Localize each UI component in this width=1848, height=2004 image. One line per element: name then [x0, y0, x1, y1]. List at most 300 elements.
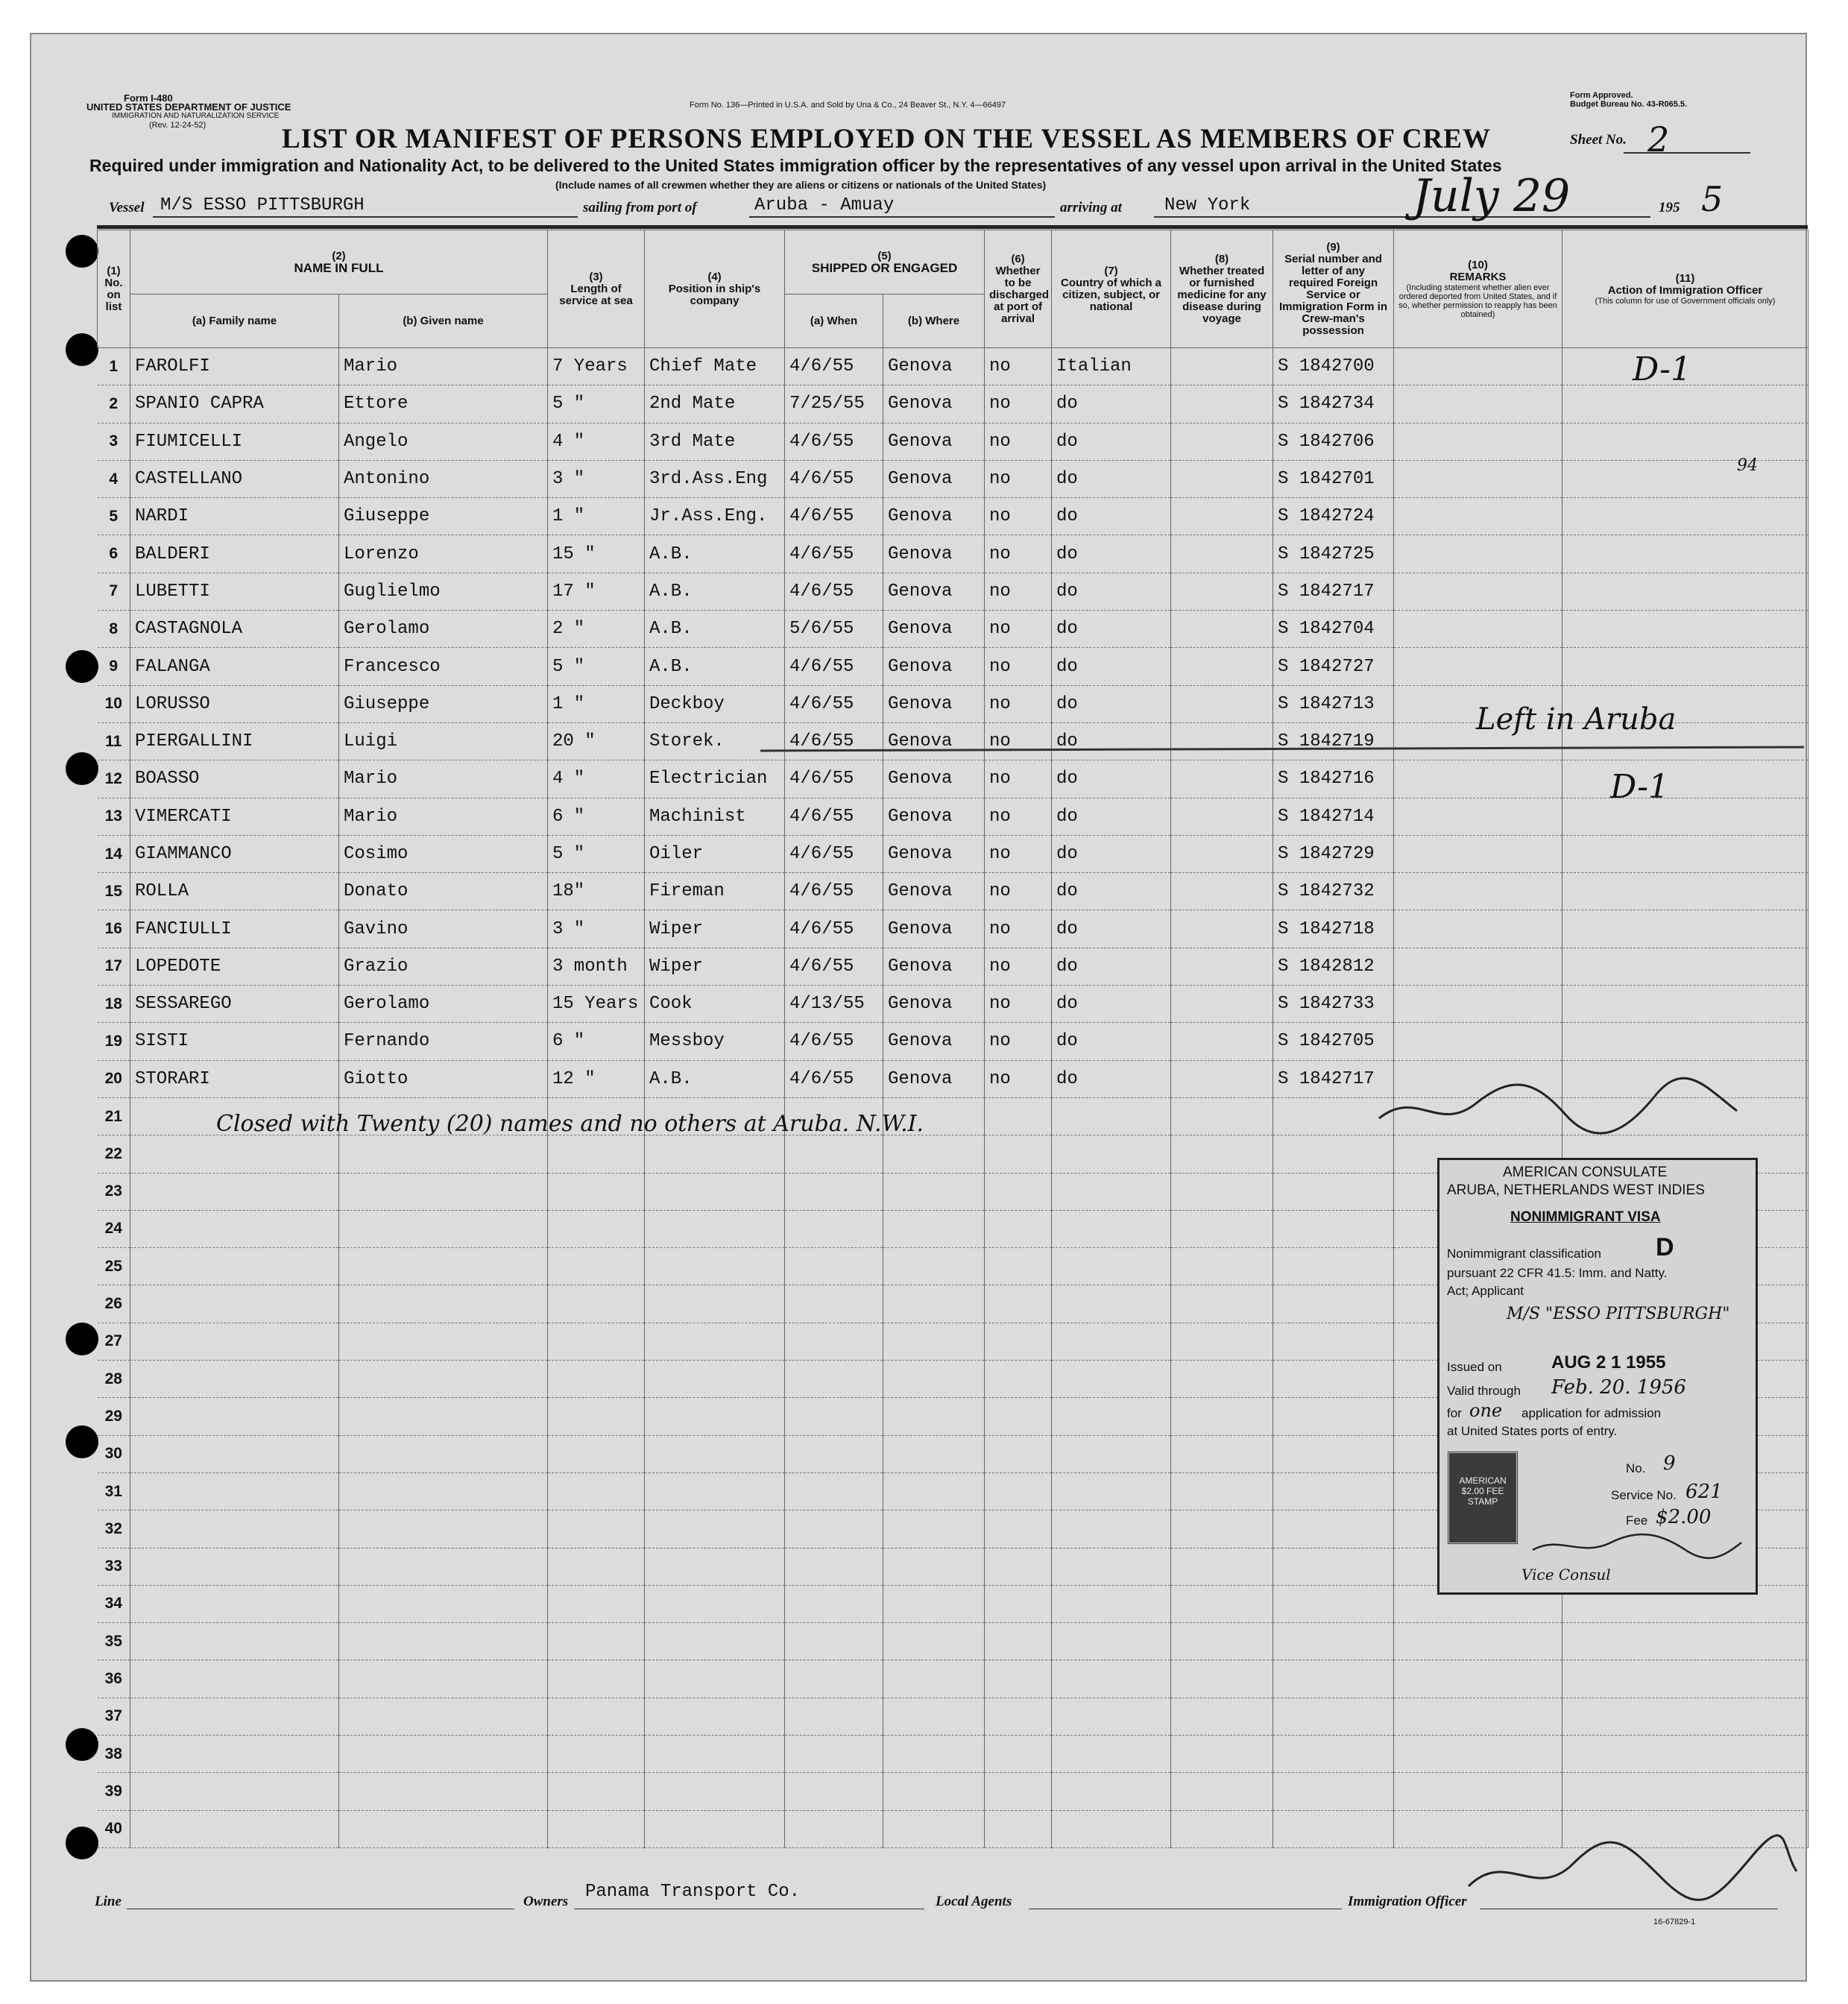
family-name-cell: VIMERCATI — [130, 798, 339, 835]
position-cell — [645, 1510, 785, 1548]
vessel-name: M/S ESSO PITTSBURGH — [160, 195, 365, 215]
when-cell — [785, 1548, 883, 1585]
serial-cell — [1273, 1435, 1394, 1472]
when-cell — [785, 1173, 883, 1210]
given-name-cell: Mario — [339, 760, 548, 798]
medicine-cell — [1171, 986, 1273, 1023]
binder-hole — [66, 1827, 98, 1859]
medicine-cell — [1171, 1472, 1273, 1510]
row-number: 14 — [98, 835, 130, 872]
row-number: 32 — [98, 1510, 130, 1548]
given-name-cell — [339, 1248, 548, 1285]
service-cell: 5 " — [548, 385, 645, 423]
service-cell: 5 " — [548, 835, 645, 872]
year-prefix: 195 — [1659, 200, 1680, 215]
col-service-header: (3) Length of service at sea — [548, 230, 645, 348]
where-cell: Genova — [883, 385, 985, 423]
position-cell: Chief Mate — [645, 348, 785, 385]
discharge-cell — [985, 1248, 1052, 1285]
service-cell — [548, 1623, 645, 1660]
row-number: 18 — [98, 986, 130, 1023]
when-cell — [785, 1248, 883, 1285]
where-cell: Genova — [883, 573, 985, 610]
country-cell: do — [1052, 835, 1171, 872]
signature-top — [1372, 1074, 1744, 1141]
discharge-cell: no — [985, 798, 1052, 835]
arrival-date: July 29 — [1413, 170, 1571, 222]
footer-form-code: 16-67829-1 — [1653, 1918, 1696, 1926]
given-name-cell — [339, 1548, 548, 1585]
sailing-underline — [749, 216, 1055, 218]
country-cell — [1052, 1285, 1171, 1323]
family-name-cell: CASTELLANO — [130, 460, 339, 497]
arriving-label: arriving at — [1060, 200, 1122, 215]
position-cell — [645, 1773, 785, 1810]
when-cell — [785, 1323, 883, 1360]
consul-signature — [1529, 1531, 1745, 1561]
where-cell — [883, 1510, 985, 1548]
stamp-for-value: one — [1469, 1400, 1503, 1421]
stamp-no-value: 9 — [1663, 1452, 1676, 1475]
sailing-label: sailing from port of — [583, 200, 697, 215]
where-cell — [883, 1773, 985, 1810]
table-row — [98, 760, 1808, 798]
when-cell: 4/6/55 — [785, 535, 883, 573]
binder-hole — [66, 752, 98, 785]
position-cell: Wiper — [645, 948, 785, 985]
discharge-cell — [985, 1548, 1052, 1585]
row-number: 13 — [98, 798, 130, 835]
closed-note: Closed with Twenty (20) names and no others at Aruba. N.W.I. — [216, 1111, 924, 1137]
position-cell: Storek. — [645, 722, 785, 760]
service-cell: 15 Years — [548, 986, 645, 1023]
where-cell: Genova — [883, 835, 985, 872]
serial-cell: S 1842727 — [1273, 648, 1394, 685]
serial-cell — [1273, 1398, 1394, 1435]
medicine-cell — [1171, 798, 1273, 835]
stamp-service-label: Service No. — [1611, 1488, 1677, 1502]
medicine-cell — [1171, 385, 1273, 423]
action-cell — [1562, 873, 1808, 910]
medicine-cell — [1171, 948, 1273, 985]
service-cell — [548, 1735, 645, 1772]
discharge-cell: no — [985, 423, 1052, 460]
row-number: 20 — [98, 1060, 130, 1097]
remarks-cell — [1394, 573, 1562, 610]
where-cell — [883, 1548, 985, 1585]
stamp-vessel: M/S "ESSO PITTSBURGH" — [1507, 1305, 1730, 1323]
family-name-cell: LOPEDOTE — [130, 948, 339, 985]
row-number: 30 — [98, 1435, 130, 1472]
given-name-cell — [339, 1472, 548, 1510]
family-name-cell: PIERGALLINI — [130, 722, 339, 760]
country-cell: do — [1052, 685, 1171, 722]
col-family-header: (a) Family name — [130, 294, 339, 348]
consulate-visa-stamp — [1437, 1158, 1758, 1595]
medicine-cell — [1171, 1135, 1273, 1173]
country-cell — [1052, 1623, 1171, 1660]
stamp-line3: NONIMMIGRANT VISA — [1510, 1209, 1661, 1225]
discharge-cell: no — [985, 648, 1052, 685]
row-number: 6 — [98, 535, 130, 573]
when-cell — [785, 1510, 883, 1548]
action-cell — [1562, 1698, 1808, 1735]
country-cell — [1052, 1810, 1171, 1847]
col-country-header: (7) Country of which a citizen, subject, or national — [1052, 230, 1171, 348]
given-name-cell: Grazio — [339, 948, 548, 985]
given-name-cell — [339, 1210, 548, 1247]
remarks-cell — [1394, 498, 1562, 535]
remarks-cell — [1394, 1660, 1562, 1698]
family-name-cell — [130, 1173, 339, 1210]
country-cell — [1052, 1173, 1171, 1210]
position-cell: Cook — [645, 986, 785, 1023]
service-cell — [548, 1173, 645, 1210]
when-cell — [785, 1361, 883, 1398]
discharge-cell — [985, 1585, 1052, 1622]
table-row — [98, 1623, 1808, 1660]
form-approved: Form Approved. — [1570, 91, 1633, 100]
position-cell — [645, 1735, 785, 1772]
row-number: 5 — [98, 498, 130, 535]
family-name-cell — [130, 1810, 339, 1847]
given-name-cell — [339, 1585, 548, 1622]
medicine-cell — [1171, 1323, 1273, 1360]
family-name-cell: SESSAREGO — [130, 986, 339, 1023]
service-cell: 5 " — [548, 648, 645, 685]
serial-cell: S 1842701 — [1273, 460, 1394, 497]
serial-cell — [1273, 1510, 1394, 1548]
row-number: 23 — [98, 1173, 130, 1210]
sheet-underline — [1624, 152, 1750, 154]
where-cell: Genova — [883, 611, 985, 648]
serial-cell: S 1842724 — [1273, 498, 1394, 535]
medicine-cell — [1171, 1435, 1273, 1472]
family-name-cell — [130, 1510, 339, 1548]
stamp-class-label: Nonimmigrant classification — [1447, 1247, 1601, 1261]
serial-cell: S 1842700 — [1273, 348, 1394, 385]
row-number: 40 — [98, 1810, 130, 1847]
binder-hole — [66, 333, 98, 366]
medicine-cell — [1171, 460, 1273, 497]
given-name-cell — [339, 1361, 548, 1398]
given-name-cell: Giuseppe — [339, 498, 548, 535]
given-name-cell: Antonino — [339, 460, 548, 497]
service-cell — [548, 1210, 645, 1247]
service-cell: 12 " — [548, 1060, 645, 1097]
discharge-cell: no — [985, 1060, 1052, 1097]
row-number: 22 — [98, 1135, 130, 1173]
col-position-header: (4) Position in ship's company — [645, 230, 785, 348]
service: IMMIGRATION AND NATURALIZATION SERVICE — [112, 112, 280, 120]
serial-cell: S 1842705 — [1273, 1023, 1394, 1060]
country-cell — [1052, 1435, 1171, 1472]
where-cell: Genova — [883, 1060, 985, 1097]
discharge-cell: no — [985, 573, 1052, 610]
service-cell — [548, 1698, 645, 1735]
discharge-cell — [985, 1135, 1052, 1173]
family-name-cell: BALDERI — [130, 535, 339, 573]
service-cell: 18" — [548, 873, 645, 910]
country-cell: do — [1052, 798, 1171, 835]
serial-cell: S 1842714 — [1273, 798, 1394, 835]
footer-owners: Panama Transport Co. — [585, 1882, 801, 1902]
serial-cell: S 1842718 — [1273, 910, 1394, 948]
stamp-valid-label: Valid through — [1447, 1384, 1521, 1398]
when-cell: 4/6/55 — [785, 498, 883, 535]
row-number: 16 — [98, 910, 130, 948]
col-no-header: (1) No. on list — [98, 230, 130, 348]
service-cell: 2 " — [548, 611, 645, 648]
table-row — [98, 648, 1808, 685]
table-row — [98, 573, 1808, 610]
medicine-cell — [1171, 498, 1273, 535]
position-cell: 2nd Mate — [645, 385, 785, 423]
discharge-cell — [985, 1097, 1052, 1135]
medicine-cell — [1171, 1810, 1273, 1847]
position-cell — [645, 1472, 785, 1510]
family-name-cell: BOASSO — [130, 760, 339, 798]
discharge-cell: no — [985, 611, 1052, 648]
discharge-cell — [985, 1472, 1052, 1510]
row-number: 26 — [98, 1285, 130, 1323]
family-name-cell — [130, 1285, 339, 1323]
stamp-issued-label: Issued on — [1447, 1360, 1502, 1374]
given-name-cell — [339, 1810, 548, 1847]
row-number: 31 — [98, 1472, 130, 1510]
row-number: 36 — [98, 1660, 130, 1698]
table-row — [98, 948, 1808, 985]
given-name-cell: Angelo — [339, 423, 548, 460]
when-cell — [785, 1135, 883, 1173]
country-cell — [1052, 1323, 1171, 1360]
serial-cell: S 1842717 — [1273, 1060, 1394, 1097]
where-cell — [883, 1472, 985, 1510]
medicine-cell — [1171, 1735, 1273, 1772]
row-number: 1 — [98, 348, 130, 385]
service-cell — [548, 1248, 645, 1285]
where-cell: Genova — [883, 498, 985, 535]
given-name-cell — [339, 1398, 548, 1435]
discharge-cell — [985, 1323, 1052, 1360]
stamp-for-label: for — [1447, 1406, 1462, 1420]
serial-cell: S 1842704 — [1273, 611, 1394, 648]
country-cell — [1052, 1361, 1171, 1398]
service-cell: 3 month — [548, 948, 645, 985]
country-cell: Italian — [1052, 348, 1171, 385]
table-row — [98, 611, 1808, 648]
serial-cell — [1273, 1135, 1394, 1173]
remarks-cell — [1394, 348, 1562, 385]
country-cell: do — [1052, 648, 1171, 685]
given-name-cell — [339, 1323, 548, 1360]
given-name-cell: Gerolamo — [339, 986, 548, 1023]
medicine-cell — [1171, 1773, 1273, 1810]
family-name-cell — [130, 1248, 339, 1285]
given-name-cell: Donato — [339, 873, 548, 910]
binder-hole — [66, 235, 98, 268]
serial-cell — [1273, 1623, 1394, 1660]
family-name-cell: FIUMICELLI — [130, 423, 339, 460]
discharge-cell — [985, 1810, 1052, 1847]
when-cell — [785, 1660, 883, 1698]
budget-bureau: Budget Bureau No. 43-R065.5. — [1570, 100, 1688, 109]
row-number: 38 — [98, 1735, 130, 1772]
family-name-cell — [130, 1623, 339, 1660]
row-number: 35 — [98, 1623, 130, 1660]
row-number: 37 — [98, 1698, 130, 1735]
medicine-cell — [1171, 1248, 1273, 1285]
when-cell: 4/6/55 — [785, 1023, 883, 1060]
country-cell — [1052, 1398, 1171, 1435]
serial-cell: S 1842725 — [1273, 535, 1394, 573]
form-number: Form I-480 — [124, 92, 173, 104]
row-number: 10 — [98, 685, 130, 722]
when-cell — [785, 1735, 883, 1772]
action-cell — [1562, 1735, 1808, 1772]
medicine-cell — [1171, 573, 1273, 610]
footer-line-label: Line — [95, 1894, 122, 1909]
binder-hole — [66, 1425, 98, 1458]
when-cell: 7/25/55 — [785, 385, 883, 423]
given-name-cell — [339, 1735, 548, 1772]
action-cell — [1562, 760, 1808, 798]
stamp-line2: ARUBA, NETHERLANDS WEST INDIES — [1447, 1182, 1705, 1198]
table-row — [98, 423, 1808, 460]
discharge-cell — [985, 1735, 1052, 1772]
footer-owners-label: Owners — [523, 1894, 569, 1909]
medicine-cell — [1171, 648, 1273, 685]
remarks-cell — [1394, 1698, 1562, 1735]
col-when-header: (a) When — [785, 294, 883, 348]
country-cell: do — [1052, 910, 1171, 948]
row-number: 34 — [98, 1585, 130, 1622]
remarks-cell — [1394, 535, 1562, 573]
service-cell — [548, 1323, 645, 1360]
row-number: 29 — [98, 1398, 130, 1435]
table-row — [98, 1698, 1808, 1735]
medicine-cell — [1171, 535, 1273, 573]
action-cell — [1562, 986, 1808, 1023]
serial-cell: S 1842713 — [1273, 685, 1394, 722]
when-cell — [785, 1773, 883, 1810]
medicine-cell — [1171, 1097, 1273, 1135]
family-name-cell: NARDI — [130, 498, 339, 535]
given-name-cell: Fernando — [339, 1023, 548, 1060]
given-name-cell: Cosimo — [339, 835, 548, 872]
when-cell: 4/6/55 — [785, 460, 883, 497]
family-name-cell: FAROLFI — [130, 348, 339, 385]
where-cell — [883, 1398, 985, 1435]
officer-signature — [1454, 1827, 1804, 1916]
given-name-cell — [339, 1660, 548, 1698]
discharge-cell: no — [985, 460, 1052, 497]
country-cell — [1052, 1660, 1171, 1698]
where-cell: Genova — [883, 948, 985, 985]
discharge-cell: no — [985, 948, 1052, 985]
family-name-cell — [130, 1548, 339, 1585]
remarks-cell — [1394, 948, 1562, 985]
when-cell — [785, 1472, 883, 1510]
serial-cell — [1273, 1773, 1394, 1810]
position-cell: A.B. — [645, 648, 785, 685]
when-cell — [785, 1585, 883, 1622]
service-cell: 4 " — [548, 423, 645, 460]
where-cell: Genova — [883, 423, 985, 460]
country-cell — [1052, 1773, 1171, 1810]
family-name-cell — [130, 1698, 339, 1735]
country-cell: do — [1052, 1060, 1171, 1097]
where-cell — [883, 1135, 985, 1173]
discharge-cell — [985, 1435, 1052, 1472]
row-number: 2 — [98, 385, 130, 423]
remarks-cell — [1394, 648, 1562, 685]
serial-cell — [1273, 1698, 1394, 1735]
serial-cell — [1273, 1735, 1394, 1772]
remarks-cell — [1394, 460, 1562, 497]
header-rule — [97, 225, 1808, 229]
remarks-cell — [1394, 986, 1562, 1023]
service-cell — [548, 1398, 645, 1435]
position-cell: Messboy — [645, 1023, 785, 1060]
table-row — [98, 385, 1808, 423]
remarks-cell — [1394, 385, 1562, 423]
discharge-cell: no — [985, 1023, 1052, 1060]
remarks-cell — [1394, 1023, 1562, 1060]
where-cell — [883, 1361, 985, 1398]
discharge-cell — [985, 1660, 1052, 1698]
serial-cell — [1273, 1323, 1394, 1360]
discharge-cell — [985, 1173, 1052, 1210]
table-row — [98, 535, 1808, 573]
action-d1-top: D-1 — [1633, 350, 1691, 388]
position-cell — [645, 1248, 785, 1285]
row-number: 12 — [98, 760, 130, 798]
discharge-cell: no — [985, 910, 1052, 948]
serial-cell — [1273, 1173, 1394, 1210]
medicine-cell — [1171, 910, 1273, 948]
medicine-cell — [1171, 1623, 1273, 1660]
country-cell — [1052, 1735, 1171, 1772]
col-given-header: (b) Given name — [339, 294, 548, 348]
position-cell — [645, 1210, 785, 1247]
when-cell: 4/6/55 — [785, 760, 883, 798]
family-name-cell — [130, 1135, 339, 1173]
family-name-cell — [130, 1323, 339, 1360]
country-cell: do — [1052, 535, 1171, 573]
family-name-cell: SISTI — [130, 1023, 339, 1060]
given-name-cell — [339, 1510, 548, 1548]
medicine-cell — [1171, 1660, 1273, 1698]
position-cell: Deckboy — [645, 685, 785, 722]
margin-number: 94 — [1737, 456, 1758, 475]
medicine-cell — [1171, 348, 1273, 385]
medicine-cell — [1171, 1060, 1273, 1097]
country-cell: do — [1052, 948, 1171, 985]
service-cell — [548, 1435, 645, 1472]
family-name-cell: FALANGA — [130, 648, 339, 685]
stamp-pursuant: pursuant 22 CFR 41.5: Imm. and Natty. — [1447, 1266, 1668, 1280]
action-cell — [1562, 385, 1808, 423]
action-cell — [1562, 1773, 1808, 1810]
service-cell — [548, 1585, 645, 1622]
given-name-cell: Giotto — [339, 1060, 548, 1097]
agency: UNITED STATES DEPARTMENT OF JUSTICE — [86, 101, 291, 113]
table-row — [98, 1773, 1808, 1810]
discharge-cell: no — [985, 760, 1052, 798]
discharge-cell — [985, 1361, 1052, 1398]
position-cell — [645, 1323, 785, 1360]
